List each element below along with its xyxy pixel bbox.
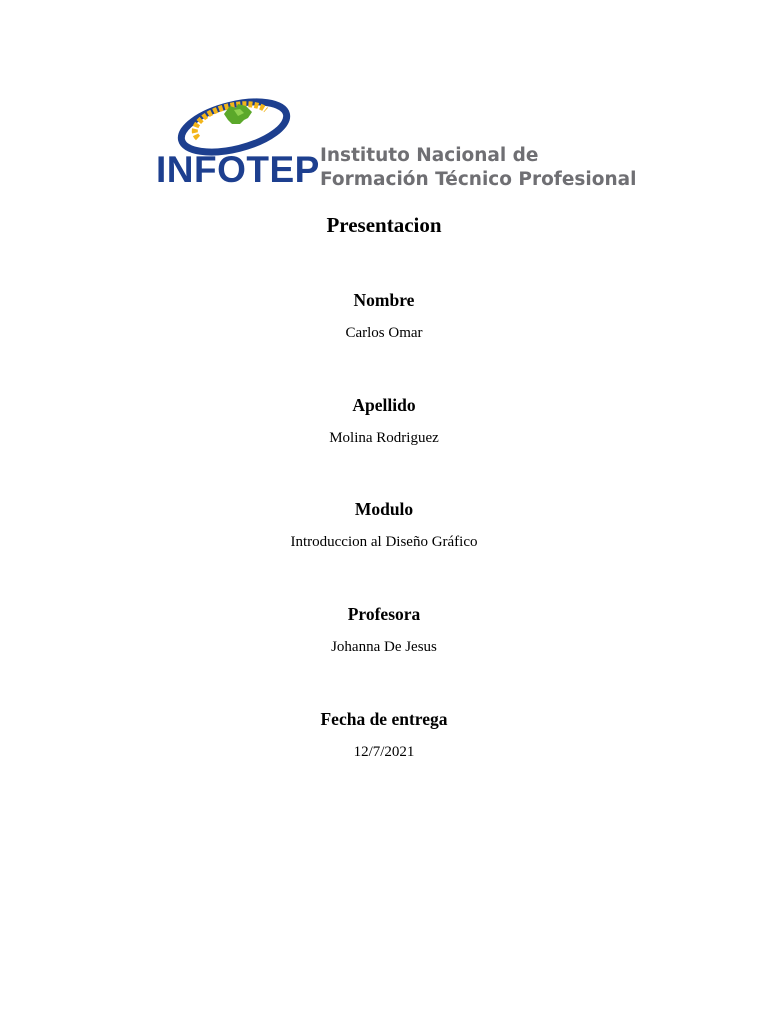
field-value: Johanna De Jesus <box>331 639 437 655</box>
field-fecha-de-entrega <box>0 708 768 762</box>
field-label: Profesora <box>347 604 421 624</box>
field-label: Nombre <box>353 290 415 310</box>
field-label: Apellido <box>352 395 416 415</box>
field-value: 12/7/2021 <box>353 744 415 760</box>
field-value: Introduccion al Diseño Gráfico <box>290 534 478 550</box>
infotep-logo <box>152 96 637 196</box>
field-label: Fecha de entrega <box>320 709 448 729</box>
field-modulo <box>0 498 768 552</box>
institute-name-line2: Formación Técnico Profesional <box>320 169 637 190</box>
field-value: Molina Rodriguez <box>329 430 439 446</box>
field-apellido <box>0 394 768 448</box>
field-nombre <box>0 289 768 343</box>
infotep-wordmark: INFOTEP <box>156 149 320 190</box>
institute-name-line1: Instituto Nacional de <box>320 145 539 166</box>
page-title: Presentacion <box>326 213 442 237</box>
field-label: Modulo <box>354 499 414 519</box>
field-profesora <box>0 603 768 657</box>
field-value: Carlos Omar <box>345 325 423 341</box>
institute-name <box>320 144 636 192</box>
